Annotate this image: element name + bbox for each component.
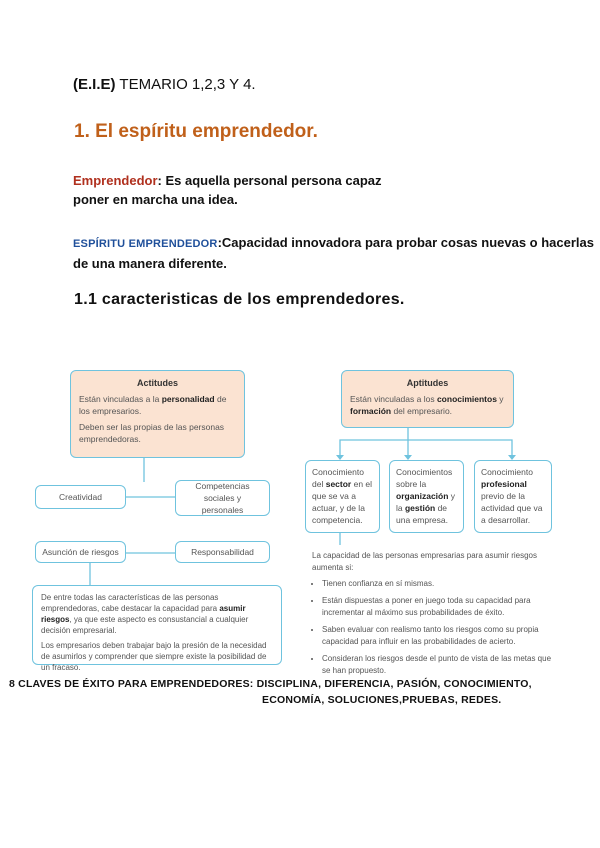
success-keys: [0, 676, 600, 708]
definition-term: Emprendedor: [73, 173, 158, 188]
capacidad-list: [312, 550, 552, 682]
competencias-box: Competencias sociales y personales: [175, 480, 270, 516]
riesgos-para: De entre todas las características de las personas emprendedoras, cabe destacar la capacidad para asumir riesgos, ya que este aspecto es consustancial a cualquier decisión empresarial.: [41, 593, 249, 635]
header-code: (E.I.E): [73, 76, 116, 93]
definition-term: ESPÍRITU EMPRENDEDOR: [73, 238, 218, 250]
aptitudes-box: [341, 370, 514, 428]
conocimiento-profesional-box: Conocimiento profesional previo de la actividad que va a desarrollar.: [474, 460, 552, 533]
aptitudes-desc: Están vinculadas a los conocimientos y formación del empresario.: [350, 394, 504, 416]
asuncion-riesgos-box: Asunción de riesgos: [35, 541, 126, 563]
success-keys-line2: ECONOMÍA, SOLUCIONES,PRUEBAS, REDES.: [262, 694, 502, 706]
actitudes-desc: Están vinculadas a la personalidad de los empresarios.: [79, 394, 227, 416]
actitudes-box: [70, 370, 245, 458]
characteristics-diagram: [30, 365, 557, 675]
aptitudes-title: Aptitudes: [406, 378, 449, 388]
subsection-title: 1.1 caracteristicas de los emprendedores.: [74, 291, 405, 308]
definition-espiritu: [73, 233, 594, 273]
definition-text: : Es aquella personal persona capaz: [157, 173, 382, 188]
definition-text-cont: poner en marcha una idea.: [73, 192, 238, 207]
list-item: • Saben evaluar con realismo tanto los riesgos como su propia capacidad para influir en las probabilidades de acierto.: [322, 624, 552, 648]
riesgos-text-box: [32, 585, 282, 672]
conocimiento-sector-box: Conocimiento del sector en el que se va a actuar, y de la competencia.: [305, 460, 380, 533]
conocimiento-organizacion-box: Conocimientos sobre la organización y la gestión de una empresa.: [389, 460, 464, 533]
actitudes-title: Actitudes: [136, 378, 178, 388]
responsabilidad-box: Responsabilidad: [175, 541, 270, 563]
document-header: [73, 76, 256, 93]
section-title: 1. El espíritu emprendedor.: [74, 121, 318, 142]
definition-emprendedor: [73, 171, 382, 209]
connector-line: [408, 440, 512, 455]
definition-text-cont: de una manera diferente.: [73, 256, 227, 271]
list-item: • Están dispuestas a poner en juego toda su capacidad para incrementar al máximo sus probabilidades de éxito.: [322, 595, 552, 619]
list-item: • Tienen confianza en sí mismas.: [322, 578, 552, 590]
definition-text: :Capacidad innovadora para probar cosas nuevas o hacerlas: [217, 235, 594, 250]
riesgos-para-2: Los empresarios deben trabajar bajo la presión de la necesidad de asumirlos y comprender que siempre existe la posibilidad de un fracaso.: [41, 641, 267, 672]
capacidad-intro: La capacidad de las personas empresarias para asumir riesgos aumenta si:: [312, 551, 538, 572]
creatividad-box: Creatividad: [35, 485, 126, 509]
header-topics: TEMARIO 1,2,3 Y 4.: [115, 76, 256, 93]
success-keys-line1: 8 CLAVES DE ÉXITO PARA EMPRENDEDORES: DISCIPLINA, DIFERENCIA, PASIÓN, CONOCIMIENTO,: [9, 678, 532, 690]
connector-line: [340, 428, 408, 455]
actitudes-note: Deben ser las propias de las personas emprendedoras.: [79, 422, 225, 444]
list-item: • Consideran los riesgos desde el punto de vista de las metas que se han propuesto.: [322, 653, 552, 677]
